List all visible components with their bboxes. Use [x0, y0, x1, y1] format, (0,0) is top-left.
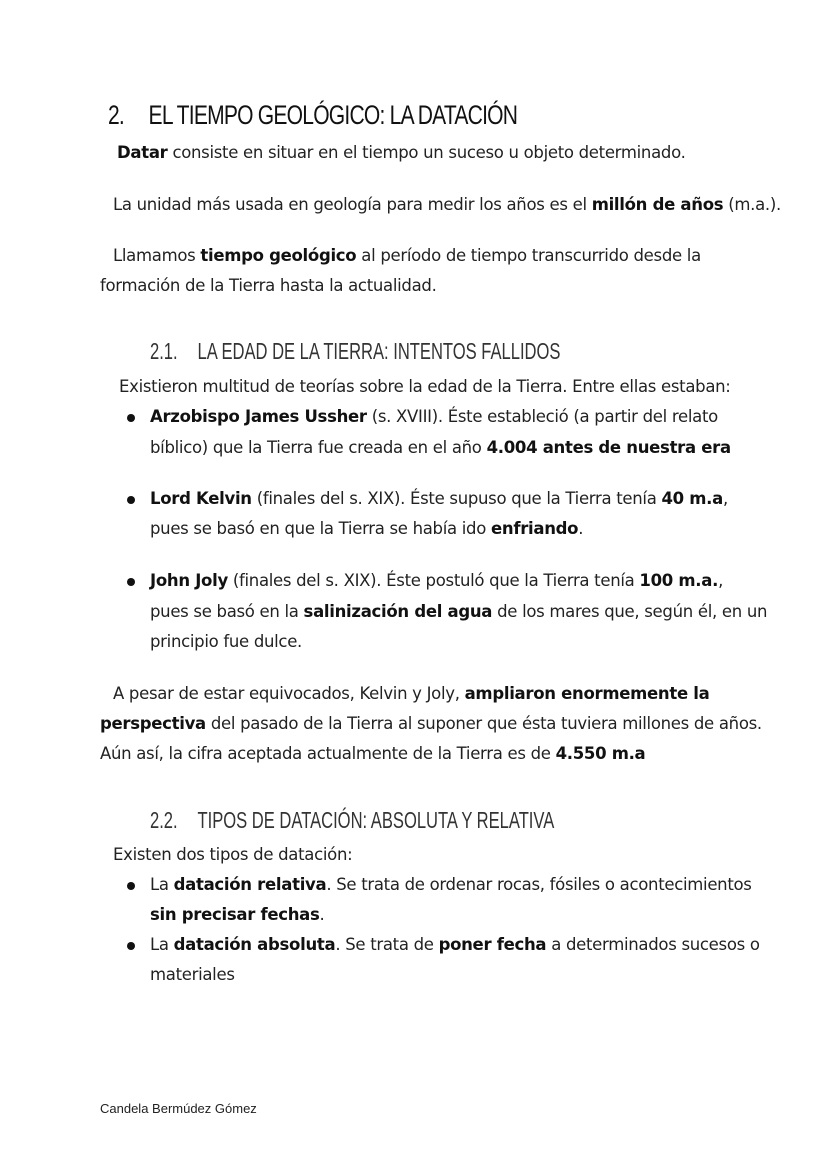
subsection-intro: Existen dos tipos de datación:	[113, 845, 353, 864]
text: Llamamos	[113, 246, 201, 265]
text: del pasado de la Tierra al suponer que ésta tuviera millones de años.	[205, 714, 762, 733]
list-item-ussher	[150, 402, 718, 432]
list-item-absolute-line2: materiales	[150, 965, 235, 984]
bold-term: Lord Kelvin	[150, 489, 252, 508]
bullet-icon	[127, 414, 135, 422]
bold-term: ampliaron enormemente la	[464, 684, 710, 703]
bold-term: Arzobispo James Ussher	[150, 407, 367, 426]
list-item-relative-line2	[150, 900, 325, 930]
bold-term: perspectiva	[100, 714, 206, 733]
bullet-icon	[127, 942, 135, 950]
text: pues se basó en que la Tierra se había ido	[150, 519, 491, 538]
bold-term: 4.004 antes de nuestra era	[486, 438, 731, 457]
text: . Se trata de	[335, 935, 439, 954]
paragraph-conclusion-line2	[100, 709, 762, 739]
paragraph-datar	[117, 138, 686, 168]
list-item-relative	[150, 870, 752, 900]
text: (m.a.).	[723, 195, 781, 214]
subsection-number: 2.1.	[150, 338, 178, 364]
text: ,	[718, 571, 724, 590]
text: . Se trata de ordenar rocas, fósiles o acontecimientos	[326, 875, 752, 894]
bold-term: datación absoluta	[173, 935, 336, 954]
list-item-kelvin-line2	[150, 514, 583, 544]
text: .	[319, 905, 325, 924]
text: (finales del s. XIX). Éste supuso que la Tierra tenía	[251, 489, 662, 508]
bold-term: enfriando	[490, 519, 579, 538]
bold-term: datación relativa	[173, 875, 327, 894]
list-item-kelvin	[150, 484, 728, 514]
bold-term: tiempo geológico	[200, 246, 357, 265]
text: (s. XVIII). Éste estableció (a partir del relato	[366, 407, 718, 426]
text: ,	[722, 489, 728, 508]
text: al período de tiempo transcurrido desde la	[356, 246, 701, 265]
bold-term: Datar	[117, 143, 168, 162]
subsection-title: LA EDAD DE LA TIERRA: INTENTOS FALLIDOS	[197, 338, 561, 364]
bold-term: sin precisar fechas	[150, 905, 320, 924]
list-item-joly-line2	[150, 597, 767, 627]
list-item-joly-line3: principio fue dulce.	[150, 632, 302, 651]
list-item-ussher-line2	[150, 433, 731, 463]
paragraph-conclusion	[113, 679, 709, 709]
subsection-title: TIPOS DE DATACIÓN: ABSOLUTA Y RELATIVA	[197, 807, 555, 833]
bold-term: millón de años	[591, 195, 724, 214]
bold-term: 40 m.a	[661, 489, 723, 508]
subsection-intro: Existieron multitud de teorías sobre la edad de la Tierra. Entre ellas estaban:	[119, 377, 731, 396]
subsection-heading-2-2	[150, 807, 554, 834]
bullet-icon	[127, 578, 135, 586]
text: .	[578, 519, 584, 538]
text: La unidad más usada en geología para medir los años es el	[113, 195, 592, 214]
text: a determinados sucesos o	[546, 935, 760, 954]
text: de los mares que, según él, en un	[492, 602, 768, 621]
paragraph-unit	[113, 190, 781, 220]
subsection-heading-2-1	[150, 338, 560, 365]
section-title: EL TIEMPO GEOLÓGICO: LA DATACIÓN	[148, 100, 518, 130]
bullet-icon	[127, 882, 135, 890]
list-item-joly	[150, 566, 723, 596]
text: La	[150, 935, 174, 954]
footer-author: Candela Bermúdez Gómez	[100, 1101, 257, 1116]
text: La	[150, 875, 174, 894]
text: Aún así, la cifra aceptada actualmente de la Tierra es de	[100, 744, 556, 763]
subsection-number: 2.2.	[150, 807, 178, 833]
bold-term: John Joly	[150, 571, 228, 590]
bold-term: 4.550 m.a	[555, 744, 646, 763]
bold-term: 100 m.a.	[639, 571, 719, 590]
bold-term: poner fecha	[438, 935, 547, 954]
paragraph-geologic-time-line2: formación de la Tierra hasta la actualidad.	[100, 276, 437, 295]
list-item-absolute	[150, 930, 760, 960]
text: bíblico) que la Tierra fue creada en el año	[150, 438, 487, 457]
section-number: 2.	[108, 100, 125, 130]
text: (finales del s. XIX). Éste postuló que la Tierra tenía	[227, 571, 640, 590]
paragraph-geologic-time	[113, 241, 701, 271]
section-heading	[108, 100, 517, 131]
text: A pesar de estar equivocados, Kelvin y Joly,	[113, 684, 465, 703]
bold-term: salinización del agua	[303, 602, 493, 621]
text: consiste en situar en el tiempo un suceso u objeto determinado.	[167, 143, 686, 162]
paragraph-conclusion-line3	[100, 739, 645, 769]
text: pues se basó en la	[150, 602, 304, 621]
bullet-icon	[127, 496, 135, 504]
